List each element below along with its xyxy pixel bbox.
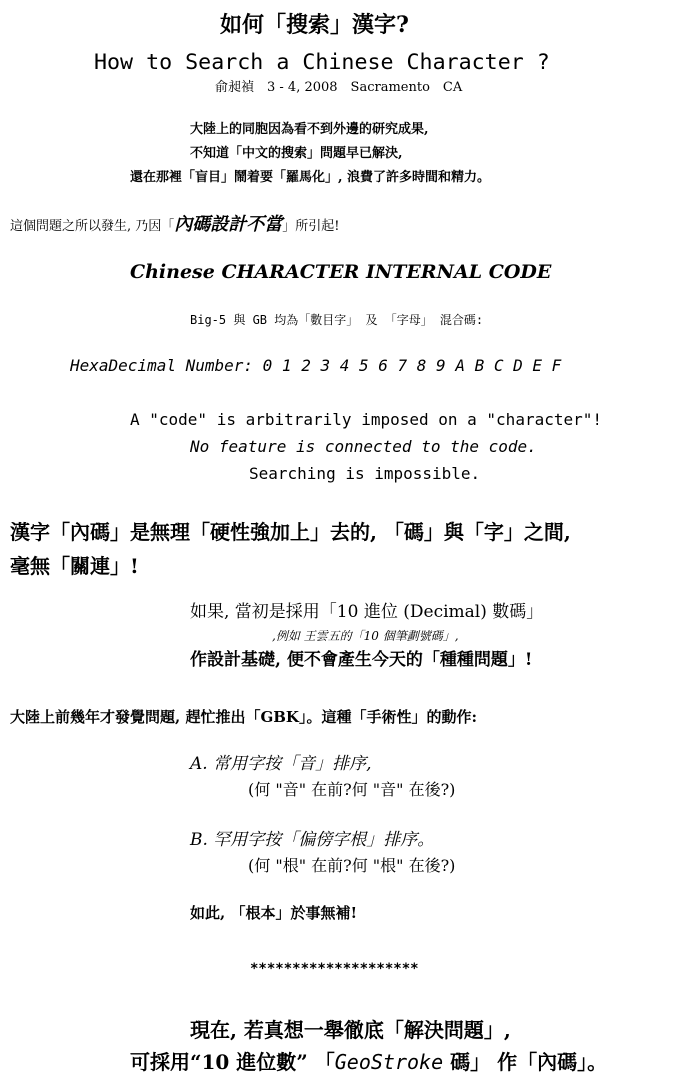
hanzi-line-2: 毫無「關連」! <box>10 554 139 578</box>
intro-line-1: 大陸上的同胞因為看不到外邊的研究成果, <box>190 122 429 137</box>
if-line-3: 作設計基礎, 便不會產生今天的「種種問題」! <box>190 650 533 670</box>
cause-line <box>10 216 340 234</box>
final-line-2 <box>130 1052 607 1072</box>
cause-suffix: 」所引起! <box>282 219 340 234</box>
list-b-main: B. 罕用字按「偏傍字根」排序。 <box>190 830 435 850</box>
cause-emphasis: 內碼設計不當 <box>174 214 283 235</box>
code-line-1: A "code" is arbitrarily imposed on a "character"! <box>130 410 603 429</box>
intro-line-2: 不知道「中文的搜索」問題早已解決, <box>190 146 403 161</box>
final-line-1: 現在, 若真想一舉徹底「解決問題」, <box>190 1018 511 1042</box>
hanzi-line-1: 漢字「內碼」是無理「硬性強加上」去的, 「碼」與「字」之間, <box>10 520 571 544</box>
gbk-line: 大陸上前幾年才發覺問題, 趕忙推出「GBK」。這種「手術性」的動作: <box>10 708 478 726</box>
intro-line-3: 還在那裡「盲目」鬧着要「羅馬化」, 浪費了許多時間和精力。 <box>130 170 491 185</box>
title-english: How to Search a Chinese Character ? <box>94 50 550 74</box>
star-divider: ******************** <box>250 961 419 977</box>
final-line-2-a: 可採用“10 進位數” 「 <box>130 1050 335 1074</box>
code-line-3: Searching is impossible. <box>249 464 481 483</box>
if-line-2: ,例如 王雲五的「10 個筆劃號碼」, <box>272 629 459 643</box>
title-chinese: 如何「搜索」漢字? <box>220 12 409 38</box>
byline: 俞昶禎 3 - 4, 2008 Sacramento CA <box>215 80 463 95</box>
final-geostroke: GeoStroke <box>334 1050 444 1074</box>
hex-line: HexaDecimal Number: 0 1 2 3 4 5 6 7 8 9 A B C D E F <box>70 356 562 375</box>
list-a-main: A. 常用字按「音」排序, <box>190 754 372 774</box>
list-a-sub: (何 "音" 在前?何 "音" 在後?) <box>248 780 456 799</box>
list-b-sub: (何 "根" 在前?何 "根" 在後?) <box>248 856 456 875</box>
conclusion-line: 如此, 「根本」於事無補! <box>190 904 358 922</box>
if-line-1: 如果, 當初是採用「10 進位 (Decimal) 數碼」 <box>190 602 544 622</box>
section-heading: Chinese CHARACTER INTERNAL CODE <box>130 261 552 283</box>
cause-prefix: 這個問題之所以發生, 乃因「 <box>10 219 175 234</box>
big5-gb-line: Big-5 與 GB 均為「數目字」 及 「字母」 混合碼: <box>190 313 484 327</box>
code-line-2: No feature is connected to the code. <box>190 437 537 456</box>
final-line-2-c: 碼」 作「內碼」。 <box>443 1050 608 1074</box>
